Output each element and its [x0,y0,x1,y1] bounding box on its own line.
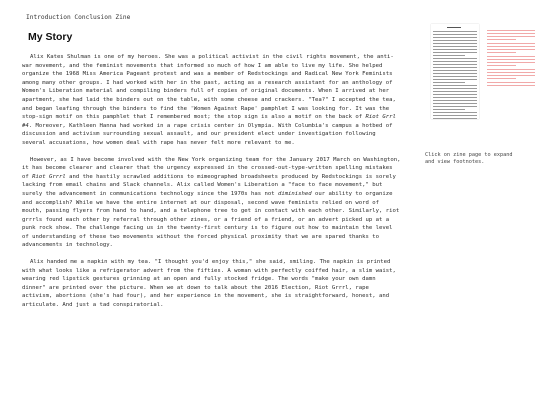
thumbnail-text-line [433,79,477,80]
thumbnail-text-line [433,37,477,38]
thumbnail-text-line [433,100,477,101]
page-title: My Story [28,31,73,43]
thumbnail-text-line [433,49,477,50]
zine-thumbnails [423,24,535,124]
thumbnail-text-line [433,115,477,116]
paragraph-text: . Moreover, Kathleen Hanna had worked in a rape crisis center in Olympia. With Columbia's campus a hotbed of discussion and activism surrounding sexual assault, and our president elect under investigation following several accusations, how women deal with rape has never felt more relevant to me. [22,122,393,146]
thumbnail-text-line [433,82,465,83]
footnote-line [487,65,516,66]
italic-title: Riot Grrl #4 [22,114,396,129]
thumbnail-text-line [433,43,477,44]
thumbnail-text-line [433,97,477,98]
sidebar [423,24,535,166]
italic-title: diminished [277,190,312,197]
paragraph-text: Alix handed me a napkin with my tea. "I thought you'd enjoy this," she said, smiling. The napkin is printed with what looks like a refrigerator advert from the fifties. A woman with perfectly coiffed hair, a slim waist, wearing red lipstick gestures grinning at an open and fully stocked fridge. The words "make your own damn dinner" are printed over the picture. When we at down to talk about the 2016 Election, Riot Grrrl, rape activism, abortions (she's had four), and her experience in the movement, she is straightforward, honest, and articulate. And just a tad conspiratorial. [22,259,396,309]
footnote-line [487,78,516,79]
footnote-line [487,52,516,53]
thumbnail-text-line [433,73,477,74]
thumbnail-text-line [433,67,477,68]
thumbnail-text-line [433,31,477,32]
footnote-line [487,72,535,73]
zine-main [22,14,402,318]
footnote-line [487,82,535,83]
footnote-line [487,39,516,40]
thumbnail-text-line [433,118,477,119]
footnotes-thumbnail[interactable] [487,28,535,82]
footnote-line [487,36,535,37]
paragraph-text: our ability to organize and accomplish? While we have the entire internet at our disposal, second wave feminists relied on word of mouth, passing flyers from hand to hand, and a telephone tree to get in contact with each other. Similarly, riot grrrls found each other by referral through other zines, or a friend of a friend, or an advert picked up at a punk rock show. The challenge facing us in the twenty-first century is to figure out how to maintain the level of understanding of these two movements without the forced physical proximity that we are spared thanks to advancements in technology. [22,190,400,249]
footnote-line [487,75,535,76]
thumbnail-text-line [433,94,477,95]
thumbnail-text-line [433,76,477,77]
thumbnail-text-line [433,109,465,110]
thumbnail-text-line [433,58,477,59]
story-paragraph [22,156,402,251]
footnote-line [487,59,535,60]
thumbnail-text-line [433,52,477,53]
thumbnail-text-line [433,55,465,56]
thumbnail-text-line [433,88,477,89]
footnote-line [487,33,535,34]
footnote-line [487,62,535,63]
thumbnail-heading-line [447,27,461,28]
footnote-line [487,85,535,86]
story-paragraph [22,53,402,148]
thumbnail-text-line [433,70,477,71]
italic-title: Riot Grrrl [32,173,66,180]
story-body [22,53,402,310]
thumbnail-text-line [433,40,477,41]
footnote-line [487,56,535,57]
thumbnail-text-line [433,91,477,92]
story-paragraph [22,258,402,310]
thumbnail-text-line [433,46,477,47]
paragraph-text: and the hastily scrawled additions to mimeographed broadsheets produced by Redstockings is sorely lacking from email chains and Slack channels. Alix called Women's Liberation a "face to face movement," but surely the advancement in communications technology since the 1970s has not [22,173,396,197]
footnote-line [487,46,535,47]
expand-hint: Click on zine page to expand and view footnotes. [425,152,513,165]
thumbnail-text-line [433,103,477,104]
footnote-line [487,69,535,70]
thumbnail-text-line [433,85,477,86]
footnote-line [487,49,535,50]
paragraph-text: Alix Kates Shulman is one of my heroes. She was a political activist in the civil rights movement, the anti-war movement, and the feminist movements that informed so much of how I am able to live my life. She helped organize the 1968 Miss America Pageant protest and was a member of Redstockings and Radical New York Feminists among many other groups. I had worked with her in the past, acting as a research assistant for an anthology of Women's Liberation material and compiling binders full of copies of original documents. When I arrived at her apartment, she had laid the binders out on the table, with some cheese and crackers. "Tea?" I accepted the tea, and began leafing through the binders to find the 'Women Against Rape' pamphlet I was looking for. It was the stop-sign motif on this pamphlet that I remembered most; the stop sign is also a motif on the back of [22,54,396,121]
footnote-line [487,30,535,31]
footnote-line [487,43,535,44]
thumbnail-text-line [433,112,477,113]
thumbnail-text-line [433,61,477,62]
thumbnail-text-line [433,64,477,65]
thumbnail-text-line [433,34,477,35]
zine-page-thumbnail[interactable] [431,24,479,119]
thumbnail-text-line [433,106,477,107]
paragraph-text: However, as I have become involved with the New York organizing team for the January 2017 March on Washington, it has become clearer and clearer that the urgency expressed in the crossed-out-type-written spelling mistakes of [22,156,401,180]
zine-kicker: Introduction Conclusion Zine [26,14,131,21]
